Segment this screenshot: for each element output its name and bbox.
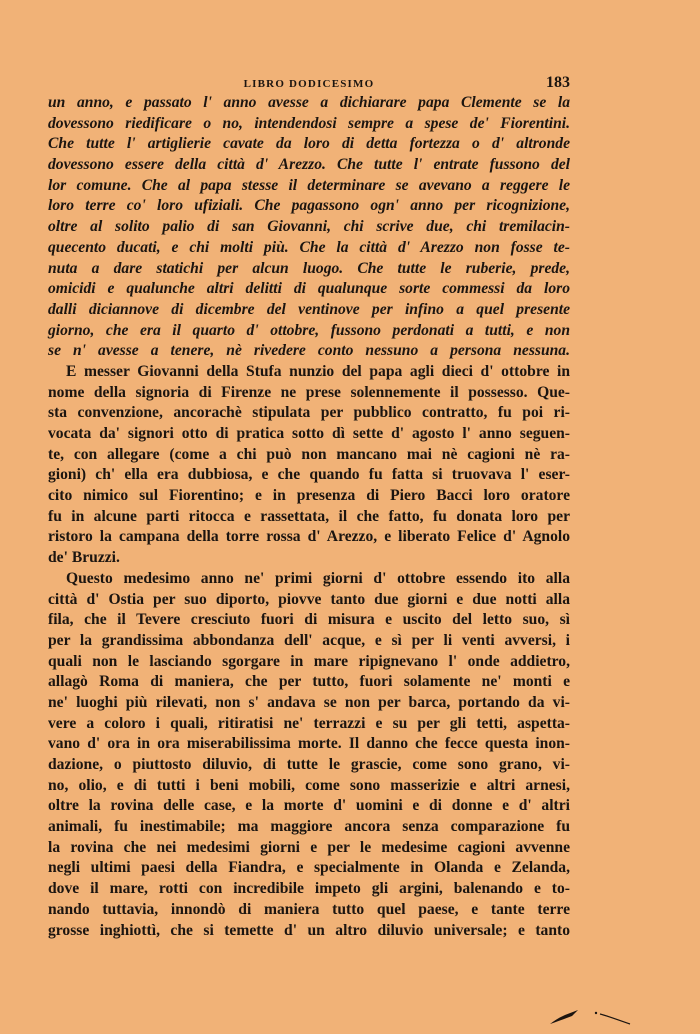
- text-line: lor comune. Che al papa stesse il determinare se avevano a reggere le: [48, 176, 570, 194]
- text-line: città d' Ostia per suo diporto, piovve tanto due giorni e due notti alla: [48, 590, 570, 608]
- text-line: un anno, e passato l' anno avesse a dichiarare papa Clemente se la: [48, 94, 570, 111]
- text-line: Che tutte l' artiglierie cavate da loro di detta fortezza o d' altronde: [48, 135, 570, 153]
- text-line: te, con allegare (come a chi può non mancano mai nè cagioni nè ra-: [48, 445, 570, 463]
- text-line: vano d' ora in ora miserabilissima morte. Il danno che fecce questa inon-: [48, 735, 570, 753]
- text-line: Questo medesimo anno ne' primi giorni d' ottobre essendo ito alla: [66, 569, 570, 587]
- text-line: dovessono riedificare o no, intendendosi sempre a spese de' Fiorentini.: [48, 114, 570, 132]
- paragraph-stufa: [48, 362, 570, 569]
- text-line: nando tuttavia, innondò di maniera tutto quel paese, e tante terre: [48, 900, 570, 918]
- italic-passage: [48, 93, 570, 362]
- text-line: omicidi e qualunche altri delitti di qualunque sorte commessi da loro: [48, 280, 570, 298]
- text-line: quecento ducati, e chi molti più. Che la città d' Arezzo non fosse te-: [48, 238, 570, 256]
- text-line: dove il mare, rotti con incredibile impeto gli argini, balenando e to-: [48, 880, 570, 898]
- text-line: no, olio, e di tutti i beni mobili, come sono masserizie e altri arnesi,: [48, 776, 570, 794]
- page-number: 183: [546, 74, 570, 91]
- text-line: ne' luoghi più rilevati, non s' andava se non per barca, portando da vi-: [48, 693, 570, 711]
- paragraph-flood: [48, 569, 570, 941]
- text-line: fu in alcune parti ritocca e rassettata, il che fatto, fu donata loro per: [48, 507, 570, 525]
- ink-smudge-mark: [548, 1004, 632, 1026]
- text-line: negli ultimi paesi della Fiandra, e specialmente in Olanda e Zelanda,: [48, 859, 570, 877]
- text-line: la rovina che nei medesimi giorni e per le medesime cagioni avvenne: [48, 838, 570, 856]
- text-line: ristoro la campana della torre rossa d' Arezzo, e liberato Felice d' Agnolo: [48, 528, 570, 546]
- text-line: sta convenzione, ancorachè stipulata per pubblico contratto, fu poi ri-: [48, 404, 570, 422]
- text-line: dalli diciannove di dicembre del ventinove per infino a quel presente: [48, 300, 570, 318]
- text-line: dazione, o piuttosto diluvio, di tutte le grascie, come sono grano, vi-: [48, 756, 570, 773]
- text-line: allagò Roma di maniera, che per tutto, fuori solamente ne' monti e: [48, 673, 570, 691]
- text-line: loro terre co' loro ufiziali. Che pagassono ogn' anno per ricognizione,: [48, 197, 570, 215]
- text-line: de' Bruzzi.: [48, 549, 120, 567]
- text-line: giorno, che era il quarto d' ottobre, fussono perdonati a tutti, e non: [48, 321, 570, 339]
- text-line: grosse inghiottì, che si temette d' un altro diluvio universale; e tanto: [48, 921, 570, 939]
- text-line: quali non le lasciando sgorgare in mare ripignevano l' onde addietro,: [48, 652, 570, 670]
- text-line: dovessono essere della città d' Arezzo. Che tutte l' entrate fussono del: [48, 156, 570, 174]
- text-line: oltre al solito palio di san Giovanni, chi scrive due, chi tremilacin-: [48, 218, 570, 236]
- text-line: animali, fu inestimabile; ma maggiore ancora senza comparazione fu: [48, 818, 570, 836]
- text-line: vocata da' signori otto di pratica sotto dì sette d' agosto l' anno seguen-: [48, 425, 570, 442]
- body-text: [48, 93, 570, 941]
- text-line: fila, che il Tevere cresciuto fuori di misura e uscito del letto suo, sì: [48, 611, 570, 629]
- text-line: nome della signoria di Firenze ne prese solennemente il possesso. Que-: [48, 383, 570, 401]
- text-line: nuta a dare statichi per alcun luogo. Che tutte le ruberie, prede,: [48, 259, 570, 277]
- text-line: vere a coloro i quali, ritiratisi ne' terrazzi e su per gli tetti, aspetta-: [48, 714, 570, 732]
- text-line: oltre la rovina delle case, e la morte d' uomini e di donne e d' altri: [48, 797, 570, 815]
- text-line: gioni) ch' ella era dubbiosa, e che quando fu fatta si truovava l' eser-: [48, 466, 570, 484]
- text-line: per la grandissima abbondanza dell' acque, e sì per li venti avversi, i: [48, 631, 570, 649]
- running-head: LIBRO DODICESIMO: [243, 78, 375, 90]
- text-line: E messer Giovanni della Stufa nunzio del papa agli dieci d' ottobre in: [66, 362, 570, 380]
- text-line: se n' avesse a tenere, nè rivedere conto nessuno a persona nessuna.: [48, 342, 570, 360]
- text-line: cito nimico sul Fiorentino; e in presenza di Piero Bacci loro oratore: [48, 487, 570, 505]
